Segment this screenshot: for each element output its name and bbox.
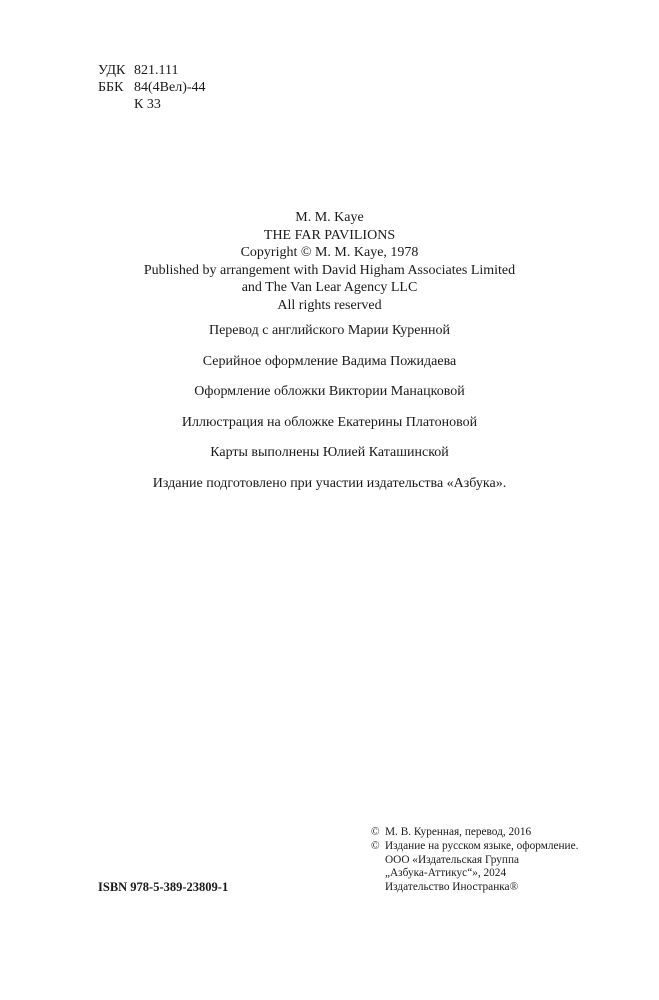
copyright-block — [371, 826, 578, 895]
udk-code: УДК — [98, 63, 126, 78]
arrangement-line-2: and The Van Lear Agency LLC — [241, 280, 418, 296]
translation-credit: Перевод с английского Марии Куренной — [208, 323, 450, 338]
original-rights-block — [0, 209, 659, 315]
bbk-value: 84(4Вел)-44 — [134, 80, 206, 95]
rights-reserved: All rights reserved — [277, 297, 382, 313]
arrangement-line-1: Published by arrangement with David Higham Associates Limited — [143, 262, 516, 278]
copyright-line-1: М. В. Куренная, перевод, 2016 — [385, 826, 532, 838]
original-author: M. M. Kaye — [295, 210, 364, 225]
original-title: THE FAR PAVILIONS — [263, 227, 396, 243]
copyright-edition-line — [371, 840, 578, 854]
copyright-line-2: Издание на русском языке, оформление. — [385, 839, 579, 852]
bbk-row — [98, 79, 206, 96]
author-mark: К 33 — [134, 97, 161, 112]
classification-block — [98, 62, 206, 113]
copyright-symbol: © — [371, 826, 380, 838]
series-design-credit: Серийное оформление Вадима Пожидаева — [202, 353, 457, 369]
udk-value: 821.111 — [134, 63, 179, 78]
bbk-code: ББК — [98, 80, 124, 95]
original-copyright: Copyright © M. M. Kaye, 1978 — [240, 245, 419, 261]
copyright-translation-line — [371, 826, 578, 840]
credits-block — [0, 322, 659, 506]
cover-design-credit: Оформление обложки Виктории Манацковой — [194, 384, 465, 400]
cover-illustration-credit: Иллюстрация на обложке Екатерины Платоновой — [181, 414, 478, 430]
copyright-symbol: © — [371, 839, 380, 852]
copyright-line-3: ООО «Издательская Группа — [385, 853, 520, 866]
isbn: ISBN 978-5-389-23809-1 — [98, 880, 229, 894]
publisher-participation: Издание подготовлено при участии издательства «Азбука». — [152, 475, 507, 491]
maps-credit: Карты выполнены Юлией Каташинской — [210, 445, 449, 461]
copyright-line-4: „Азбука-Аттикус“», 2024 — [385, 867, 507, 880]
copyright-line-5: Издательство Иностранка® — [385, 881, 519, 894]
udk-row — [98, 62, 206, 79]
